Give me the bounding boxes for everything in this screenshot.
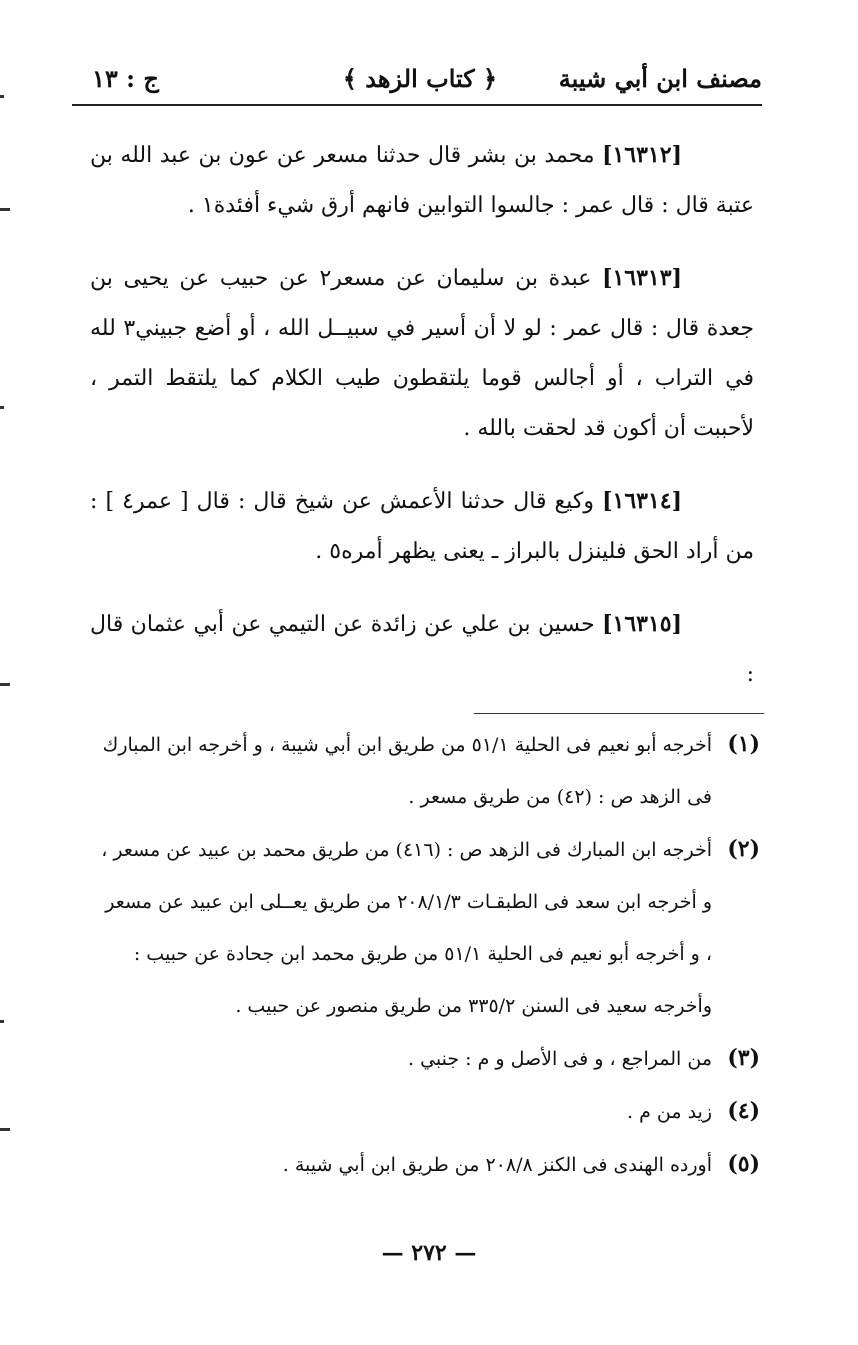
footnote-number: (٢) [727, 836, 760, 862]
footnotes [98, 718, 760, 1191]
footnote [98, 1138, 760, 1191]
footnote [98, 1032, 760, 1085]
hadith-entry [90, 253, 754, 454]
margin-mark [0, 95, 4, 98]
footnote-number: (١) [727, 731, 760, 757]
header-divider [72, 104, 762, 106]
footnote-number: (٣) [727, 1045, 760, 1071]
hadith-entry [90, 476, 754, 577]
margin-mark [0, 406, 4, 409]
footnote-divider [474, 713, 764, 714]
footnote-number: (٥) [727, 1151, 760, 1177]
entry-text: وكيع قال حدثنا الأعمش عن شيخ قال : قال [ عمر٤ ] : من أراد الحق فلينزل بالبراز ـ يعنى يظهر أمره٥ . [90, 489, 754, 564]
chapter-title: ﴿ كتاب الزهد ﴾ [342, 64, 498, 93]
entry-number: [١٦٣١٣] [602, 265, 682, 291]
entry-text: حسين بن علي عن زائدة عن التيمي عن أبي عثمان قال : [90, 612, 754, 687]
entry-text: عبدة بن سليمان عن مسعر٢ عن حبيب عن يحيى بن جعدة قال : قال عمر : لو لا أن أسير في سبيــل الله ، أو أضع جبيني٣ لله في التراب ، أو أجالس قوما يلتقطون طيب الكلام كما يلتقط التمر ، لأحببت أن أكون قد لحقت بالله . [90, 266, 754, 441]
footnote [98, 1085, 760, 1138]
margin-mark [0, 208, 10, 211]
footnote-text: من المراجع ، و فى الأصل و م : جنبي . [408, 1048, 712, 1070]
margin-mark [0, 683, 10, 686]
entry-number: [١٦٣١٤] [602, 488, 683, 514]
entry-text: محمد بن بشر قال حدثنا مسعر عن عون بن عبد الله بن عتبة قال : قال عمر : جالسوا التوابين فانهم أرق شيء أفئدة١ . [90, 143, 754, 218]
footnote-number: (٤) [727, 1098, 760, 1124]
footnote-text: أورده الهندى فى الكنز ٢٠٨/٨ من طريق ابن أبي شيبة . [282, 1154, 712, 1176]
book-title: مصنف ابن أبي شيبة [558, 64, 762, 93]
footnote-text: أخرجه أبو نعيم فى الحلية ٥١/١ من طريق ابن أبي شيبة ، و أخرجه ابن المبارك فى الزهد ص : (٤٢) من طريق مسعر . [102, 734, 712, 808]
margin-mark [0, 1128, 10, 1131]
footnote-text: زيد من م . [627, 1101, 712, 1123]
main-text [90, 130, 754, 722]
footnote-text: أخرجه ابن المبارك فى الزهد ص : (٤١٦) من طريق محمد بن عبيد عن مسعر ، و أخرجه ابن سعد فى الطبقـات ٢٠٨/١/٣ من طريق يعــلى ابن عبيد عن مسعر ، و أخرجه أبو نعيم فى الحلية ٥١/١ من طريق محمد ابن جحادة عن حبيب : وأخرجه سعيد فى السنن ٣٣٥/٢ من طريق منصور عن حبيب . [101, 839, 712, 1017]
page-number: — ٢٧٢ — [381, 1240, 477, 1266]
entry-number: [١٦٣١٥] [602, 611, 683, 637]
entry-number: [١٦٣١٢] [602, 142, 682, 168]
footnote [98, 718, 760, 823]
footnote [98, 823, 760, 1032]
margin-mark [0, 1020, 4, 1023]
hadith-entry [90, 130, 754, 231]
running-header [78, 58, 762, 100]
volume-label: ج : ١٣ [92, 64, 159, 93]
hadith-entry [90, 599, 754, 700]
